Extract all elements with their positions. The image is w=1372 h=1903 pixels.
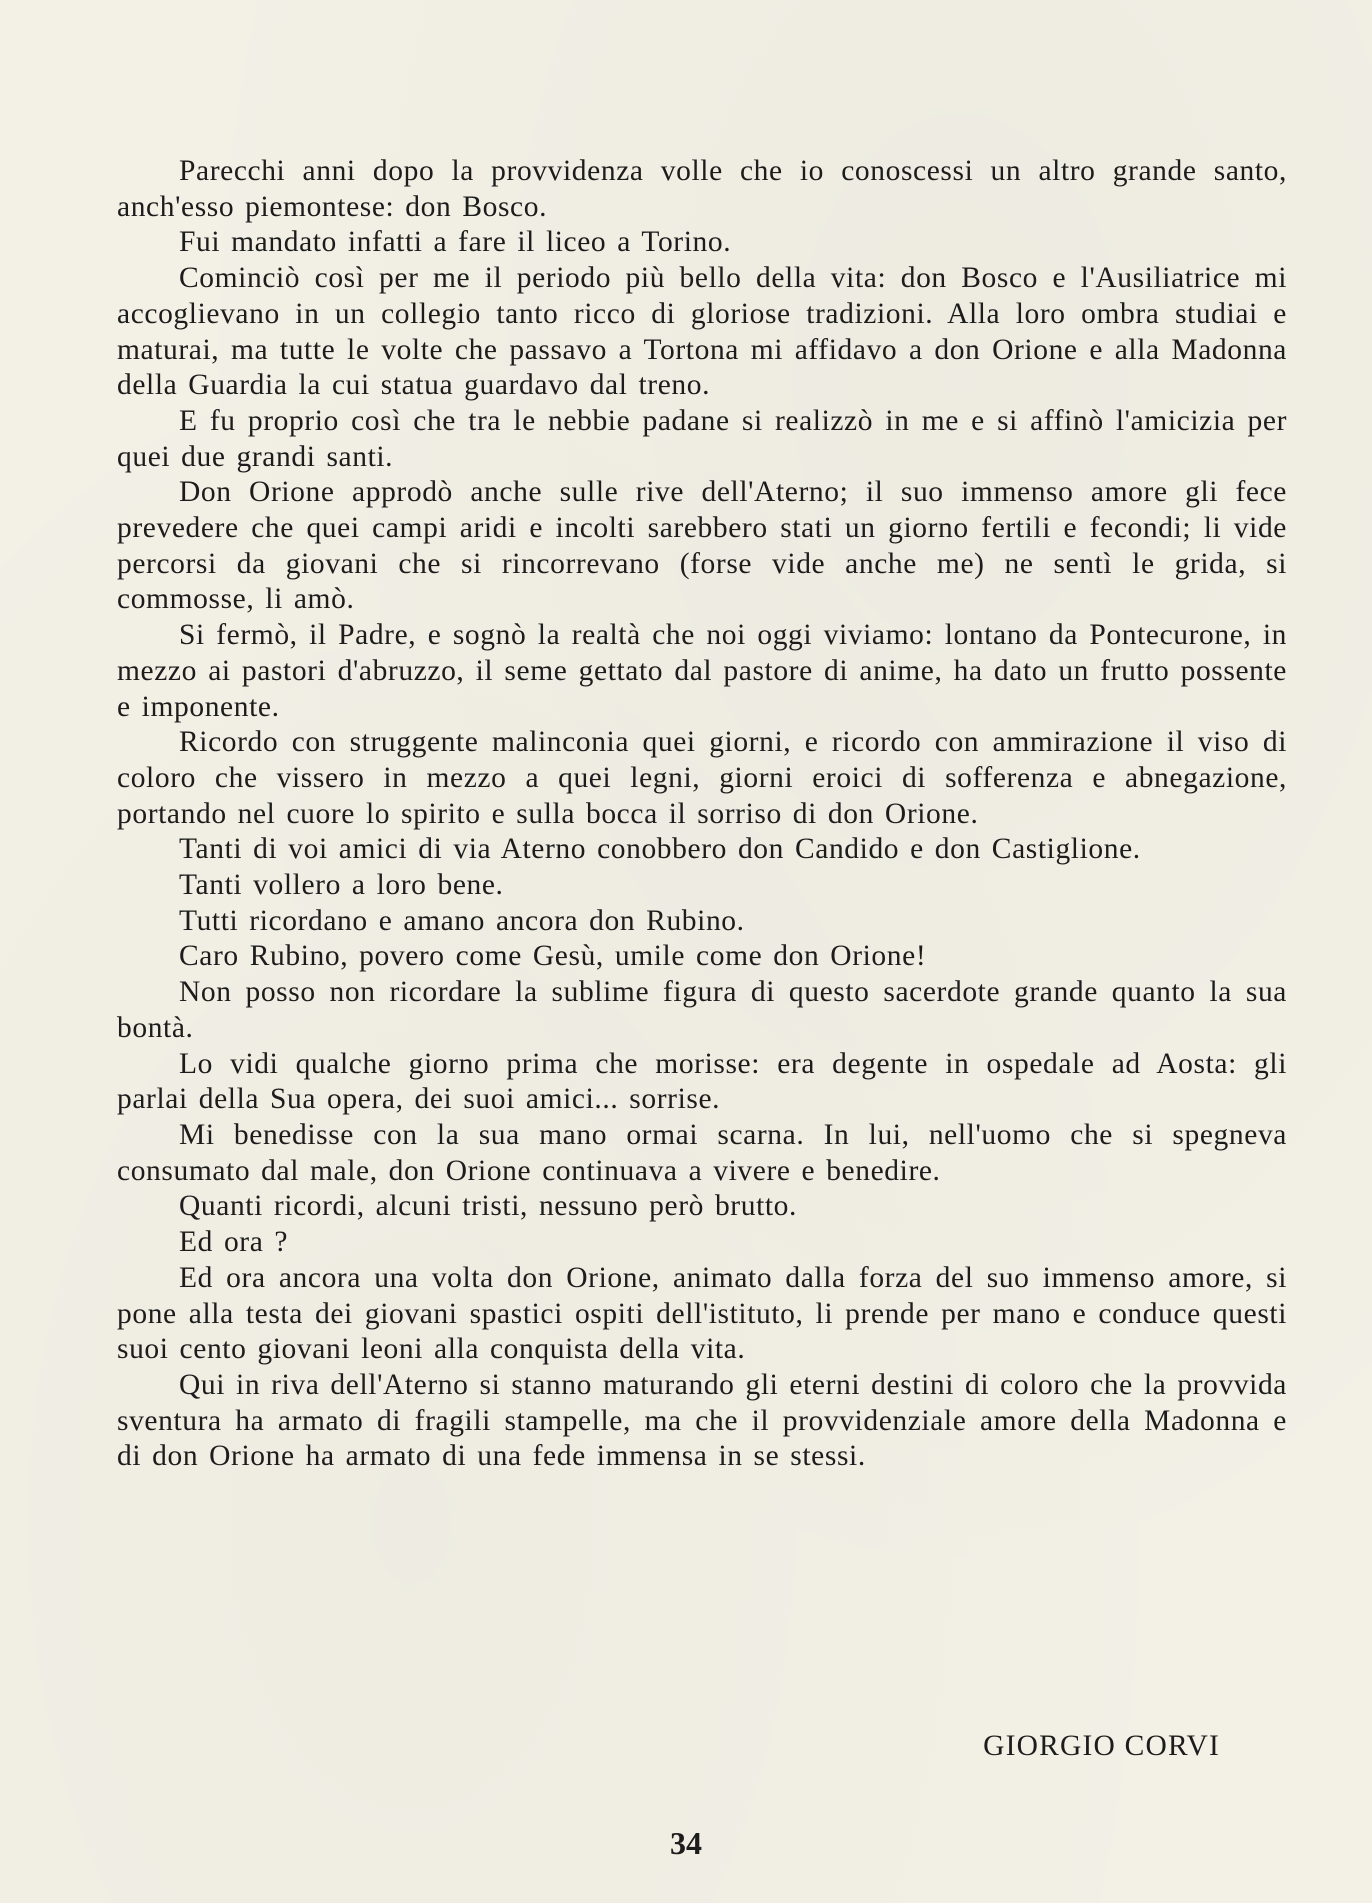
paragraph: Non posso non ricordare la sublime figura di questo sacerdote grande quanto la sua bontà. — [117, 976, 1287, 1044]
paragraph: Mi benedisse con la sua mano ormai scarna. In lui, nell'uomo che si spegneva consumato dal male, don Orione continuava a vivere e benedire. — [117, 1118, 1287, 1187]
paragraph: Tutti ricordano e amano ancora don Rubino. — [179, 904, 745, 937]
page-number: 34 — [670, 1825, 702, 1861]
paragraph: Si fermò, il Padre, e sognò la realtà che noi oggi viviamo: lontano da Pontecurone, in mezzo ai pastori d'abruzzo, il seme gettato dal pastore di anime, ha dato un frutto possente e imponente. — [117, 619, 1287, 723]
paragraph: Tanti di voi amici di via Aterno conobbero don Candido e don Castiglione. — [179, 833, 1141, 866]
paragraph: Tanti vollero a loro bene. — [179, 869, 504, 902]
author-signature: GIORGIO CORVI — [983, 1730, 1220, 1762]
paragraph: Ed ora ? — [179, 1226, 289, 1259]
paragraph: Ricordo con struggente malinconia quei giorni, e ricordo con ammirazione il viso di coloro che vissero in mezzo a quei legni, giorni eroici di sofferenza e abnegazione, portando nel cuore lo spirito e sulla bocca il sorriso di don Orione. — [117, 726, 1287, 830]
paragraph: Quanti ricordi, alcuni tristi, nessuno però brutto. — [179, 1190, 798, 1223]
article-body — [117, 154, 1287, 1475]
paragraph: Lo vidi qualche giorno prima che morisse: era degente in ospedale ad Aosta: gli parlai della Sua opera, dei suoi amici... sorrise. — [117, 1047, 1287, 1116]
paragraph: E fu proprio così che tra le nebbie padane si realizzò in me e si affinò l'amicizia per quei due grandi santi. — [117, 404, 1287, 473]
paragraph: Cominciò così per me il periodo più bello della vita: don Bosco e l'Ausiliatrice mi accoglievano in un collegio tanto ricco di gloriose tradizioni. Alla loro ombra studiai e maturai, ma tutte le volte che passavo a Tortona mi affidavo a don Orione e alla Madonna della Guardia la cui statua guardavo dal treno. — [117, 262, 1287, 402]
paragraph: Ed ora ancora una volta don Orione, animato dalla forza del suo immenso amore, si pone alla testa dei giovani spastici ospiti dell'istituto, li prende per mano e conduce questi suoi cento giovani leoni alla conquista della vita. — [117, 1261, 1287, 1366]
paragraph: Fui mandato infatti a fare il liceo a Torino. — [179, 226, 732, 259]
paragraph: Caro Rubino, povero come Gesù, umile come don Orione! — [179, 940, 927, 973]
paragraph: Qui in riva dell'Aterno si stanno maturando gli eterni destini di coloro che la provvida sventura ha armato di fragili stampelle, ma che il provvidenziale amore della Madonna e di don Orione ha armato di una fede immensa in se stessi. — [117, 1368, 1287, 1473]
paragraph: Don Orione approdò anche sulle rive dell'Aterno; il suo immenso amore gli fece prevedere che quei campi aridi e incolti sarebbero stati un giorno fertili e fecondi; li vide percorsi da giovani che si rincorrevano (forse vide anche me) ne sentì le grida, si commosse, li amò. — [117, 476, 1287, 616]
paragraph: Parecchi anni dopo la provvidenza volle che io conoscessi un altro grande santo, anch'esso piemontese: don Bosco. — [117, 155, 1287, 223]
